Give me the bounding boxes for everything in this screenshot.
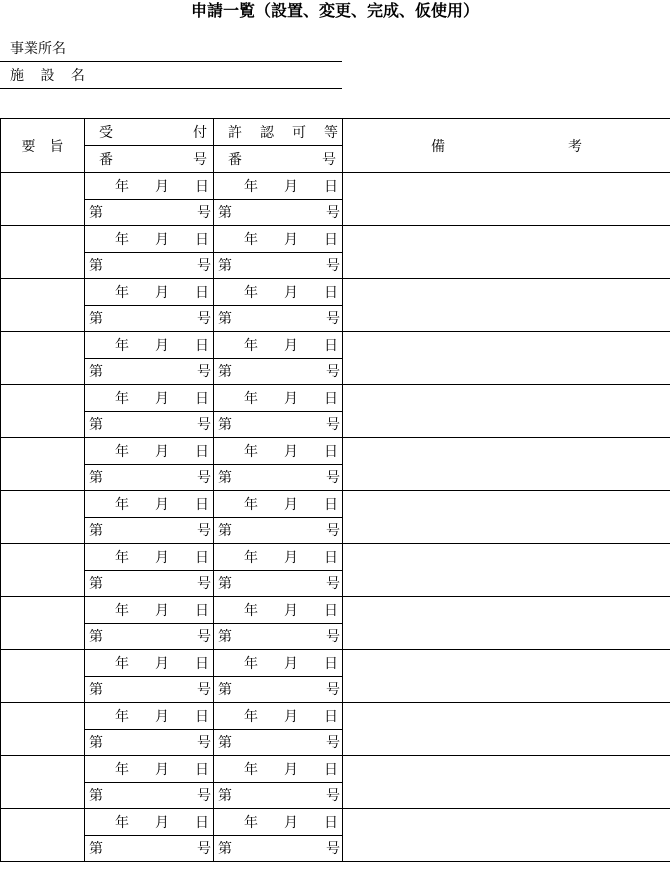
permit-number-cell[interactable]: 第 号 xyxy=(214,676,343,703)
header-bangou-left: 番 号 xyxy=(85,146,214,173)
permit-number-cell[interactable]: 第 号 xyxy=(214,464,343,491)
receipt-date-cell[interactable]: 年 月 日 xyxy=(85,491,214,518)
receipt-number-cell[interactable]: 第 号 xyxy=(85,305,214,332)
permit-date-cell[interactable]: 年 月 日 xyxy=(214,756,343,783)
permit-date-cell[interactable]: 年 月 日 xyxy=(214,491,343,518)
receipt-number-cell[interactable]: 第 号 xyxy=(85,464,214,491)
permit-number-cell[interactable]: 第 号 xyxy=(214,199,343,226)
office-name-field[interactable] xyxy=(0,36,342,62)
record-youshi-cell[interactable] xyxy=(1,279,85,332)
record-youshi-cell[interactable] xyxy=(1,173,85,226)
permit-number-cell[interactable]: 第 号 xyxy=(214,835,343,862)
record-row-date xyxy=(1,703,670,730)
record-row-date xyxy=(1,173,670,200)
record-row-date xyxy=(1,491,670,518)
receipt-date-cell[interactable]: 年 月 日 xyxy=(85,756,214,783)
record-biko-cell[interactable] xyxy=(343,173,670,226)
receipt-date-cell[interactable]: 年 月 日 xyxy=(85,173,214,200)
record-youshi-cell[interactable] xyxy=(1,438,85,491)
record-row-date xyxy=(1,226,670,253)
header-bangou-right: 番 号 xyxy=(214,146,343,173)
header-row-1 xyxy=(1,119,670,146)
receipt-date-cell[interactable]: 年 月 日 xyxy=(85,809,214,836)
office-name-label: 事業所名 xyxy=(10,41,66,57)
permit-number-cell[interactable]: 第 号 xyxy=(214,623,343,650)
record-biko-cell[interactable] xyxy=(343,597,670,650)
record-youshi-cell[interactable] xyxy=(1,703,85,756)
record-biko-cell[interactable] xyxy=(343,809,670,862)
receipt-date-cell[interactable]: 年 月 日 xyxy=(85,597,214,624)
page-title: 申請一覧（設置、変更、完成、仮使用） xyxy=(190,1,479,20)
record-row-date xyxy=(1,279,670,306)
record-youshi-cell[interactable] xyxy=(1,809,85,862)
record-youshi-cell[interactable] xyxy=(1,650,85,703)
record-row-date xyxy=(1,597,670,624)
record-biko-cell[interactable] xyxy=(343,332,670,385)
application-table xyxy=(0,118,670,862)
header-uketsuke: 受 付 xyxy=(85,119,214,146)
receipt-number-cell[interactable]: 第 号 xyxy=(85,411,214,438)
receipt-date-cell[interactable]: 年 月 日 xyxy=(85,226,214,253)
record-row-date xyxy=(1,650,670,677)
permit-number-cell[interactable]: 第 号 xyxy=(214,252,343,279)
permit-date-cell[interactable]: 年 月 日 xyxy=(214,438,343,465)
permit-date-cell[interactable]: 年 月 日 xyxy=(214,173,343,200)
receipt-number-cell[interactable]: 第 号 xyxy=(85,623,214,650)
record-youshi-cell[interactable] xyxy=(1,756,85,809)
record-row-date xyxy=(1,544,670,571)
record-biko-cell[interactable] xyxy=(343,279,670,332)
permit-date-cell[interactable]: 年 月 日 xyxy=(214,703,343,730)
receipt-number-cell[interactable]: 第 号 xyxy=(85,729,214,756)
permit-date-cell[interactable]: 年 月 日 xyxy=(214,597,343,624)
record-youshi-cell[interactable] xyxy=(1,544,85,597)
receipt-date-cell[interactable]: 年 月 日 xyxy=(85,544,214,571)
permit-number-cell[interactable]: 第 号 xyxy=(214,411,343,438)
record-youshi-cell[interactable] xyxy=(1,385,85,438)
record-row-date xyxy=(1,756,670,783)
facility-name-label: 施 設 名 xyxy=(10,68,91,84)
receipt-number-cell[interactable]: 第 号 xyxy=(85,252,214,279)
permit-number-cell[interactable]: 第 号 xyxy=(214,305,343,332)
record-row-date xyxy=(1,332,670,359)
receipt-date-cell[interactable]: 年 月 日 xyxy=(85,650,214,677)
receipt-number-cell[interactable]: 第 号 xyxy=(85,570,214,597)
record-youshi-cell[interactable] xyxy=(1,226,85,279)
header-kyoninka: 許 認 可 等 xyxy=(214,119,343,146)
receipt-number-cell[interactable]: 第 号 xyxy=(85,782,214,809)
permit-number-cell[interactable]: 第 号 xyxy=(214,570,343,597)
receipt-date-cell[interactable]: 年 月 日 xyxy=(85,385,214,412)
record-biko-cell[interactable] xyxy=(343,226,670,279)
record-biko-cell[interactable] xyxy=(343,385,670,438)
receipt-date-cell[interactable]: 年 月 日 xyxy=(85,703,214,730)
permit-date-cell[interactable]: 年 月 日 xyxy=(214,544,343,571)
permit-date-cell[interactable]: 年 月 日 xyxy=(214,279,343,306)
record-youshi-cell[interactable] xyxy=(1,491,85,544)
receipt-number-cell[interactable]: 第 号 xyxy=(85,517,214,544)
permit-number-cell[interactable]: 第 号 xyxy=(214,782,343,809)
record-row-date xyxy=(1,385,670,412)
permit-number-cell[interactable]: 第 号 xyxy=(214,358,343,385)
record-youshi-cell[interactable] xyxy=(1,332,85,385)
header-biko: 備 考 xyxy=(343,119,670,173)
record-biko-cell[interactable] xyxy=(343,703,670,756)
facility-name-field[interactable] xyxy=(0,63,342,89)
receipt-date-cell[interactable]: 年 月 日 xyxy=(85,279,214,306)
permit-date-cell[interactable]: 年 月 日 xyxy=(214,809,343,836)
permit-date-cell[interactable]: 年 月 日 xyxy=(214,226,343,253)
permit-date-cell[interactable]: 年 月 日 xyxy=(214,385,343,412)
record-biko-cell[interactable] xyxy=(343,756,670,809)
receipt-number-cell[interactable]: 第 号 xyxy=(85,199,214,226)
record-row-date xyxy=(1,809,670,836)
receipt-date-cell[interactable]: 年 月 日 xyxy=(85,438,214,465)
record-youshi-cell[interactable] xyxy=(1,597,85,650)
receipt-number-cell[interactable]: 第 号 xyxy=(85,835,214,862)
header-youshi: 要旨 xyxy=(1,119,85,173)
receipt-date-cell[interactable]: 年 月 日 xyxy=(85,332,214,359)
record-row-date xyxy=(1,438,670,465)
receipt-number-cell[interactable]: 第 号 xyxy=(85,358,214,385)
permit-date-cell[interactable]: 年 月 日 xyxy=(214,332,343,359)
record-biko-cell[interactable] xyxy=(343,438,670,491)
record-biko-cell[interactable] xyxy=(343,491,670,544)
receipt-number-cell[interactable]: 第 号 xyxy=(85,676,214,703)
permit-date-cell[interactable]: 年 月 日 xyxy=(214,650,343,677)
permit-number-cell[interactable]: 第 号 xyxy=(214,729,343,756)
record-biko-cell[interactable] xyxy=(343,544,670,597)
record-biko-cell[interactable] xyxy=(343,650,670,703)
permit-number-cell[interactable]: 第 号 xyxy=(214,517,343,544)
